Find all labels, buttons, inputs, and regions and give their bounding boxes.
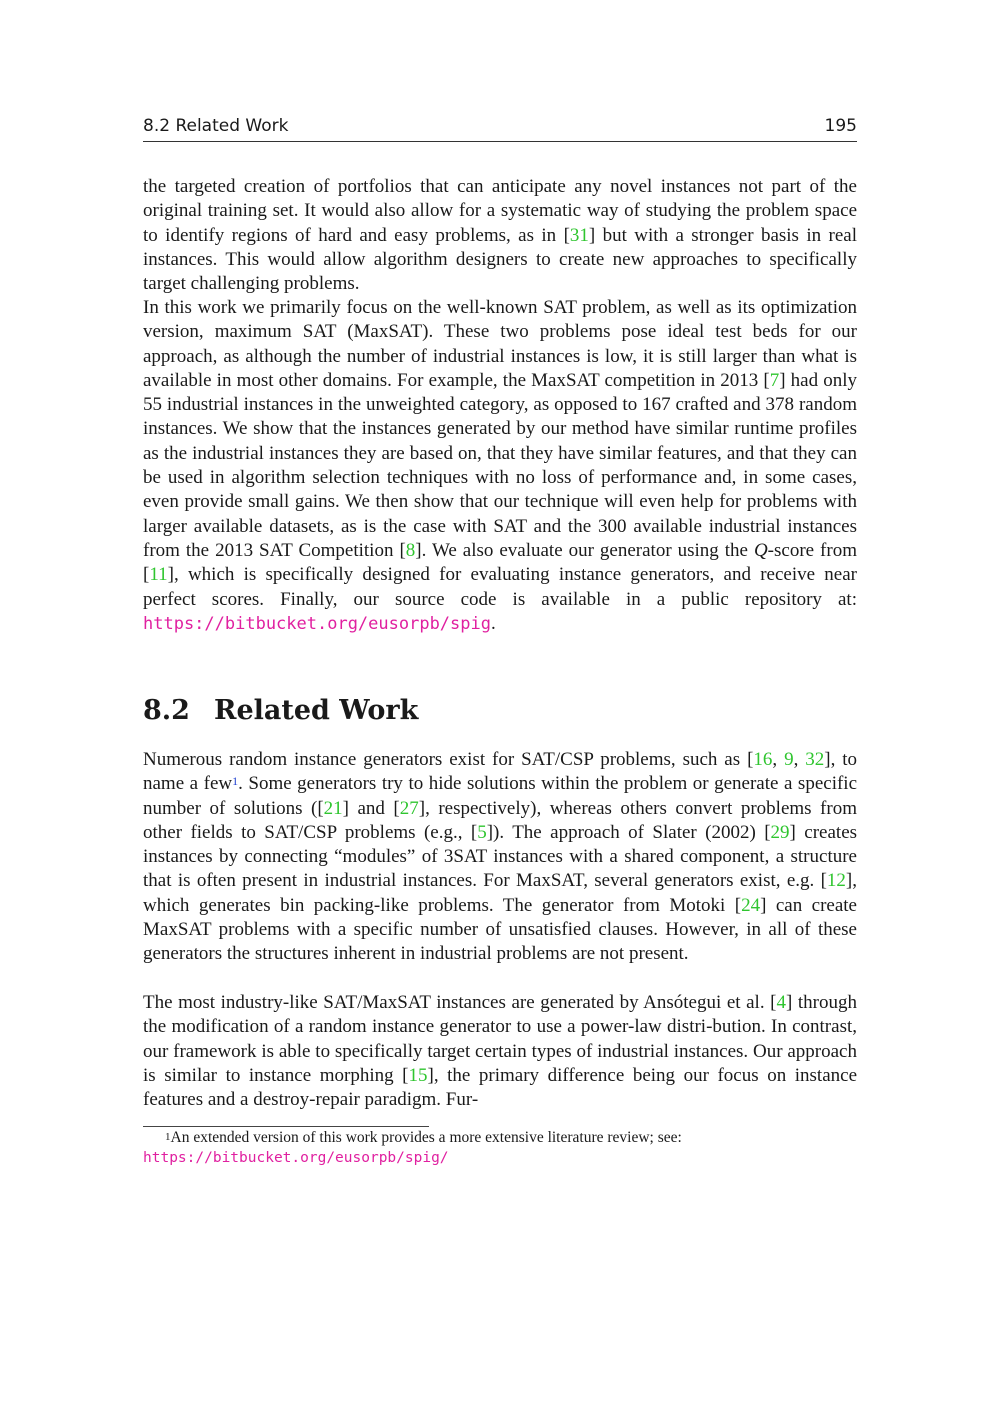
citation-link[interactable]: 4 (776, 992, 786, 1013)
footnote-text: An extended version of this work provides a more extensive literature review; see: (170, 1129, 682, 1146)
citation-link[interactable]: 7 (769, 369, 780, 391)
citation-link[interactable]: 15 (408, 1064, 428, 1086)
citation-link[interactable]: 31 (569, 224, 589, 246)
citation-link[interactable]: 21 (323, 797, 343, 819)
citation-link[interactable]: 32 (805, 749, 825, 770)
running-header (143, 114, 857, 142)
citation-link[interactable]: 16 (753, 749, 773, 770)
section-heading (143, 695, 418, 726)
citation-link[interactable]: 8 (405, 539, 416, 561)
citation-link[interactable]: 9 (784, 749, 794, 770)
section-title: Related Work (214, 695, 419, 726)
paragraph-2: In this work we primarily focus on the well-known SAT problem, as well as its optimization version, maximum SAT (MaxSAT). These two problems pose ideal test beds for our approach, as although the number of industrial instances is low, it is still larger than what is available in most other domains. For example, the MaxSAT competition in 2013 [7] had only 55 industrial instances in the unweighted category, as opposed to 167 crafted and 378 random instances. We show that the instances generated by our method have similar runtime profiles as the industrial instances they are based on, that they have similar features, and that they can be used in algorithm selection techniques with no loss of performance and, in some cases, even provide small gains. We then show that our technique will even help for problems with larger available datasets, as is the case with SAT and the 300 available industrial instances from the 2013 SAT Competition [8]. We also evaluate our generator using the Q-score from [11], which is specifically designed for evaluating instance generators, and receive near perfect scores. Finally, our source code is available in a public repository at: https://bitbucket.org/eusorpb/spig. (143, 297, 857, 634)
page-number: 195 (824, 116, 857, 136)
repository-link[interactable]: https://bitbucket.org/eusorpb/spig (143, 613, 491, 634)
footnote (143, 1128, 857, 1168)
footnote-divider (143, 1126, 429, 1127)
footnote-marker[interactable]: 1 (232, 774, 239, 789)
paragraph-4: The most industry-like SAT/MaxSAT instances are generated by Ansótegui et al. [4] through the modification of a random instance generator to use a power-law distri-bution. In contrast, our framework is able to specifically target certain types of industrial instances. Our approach is similar to instance morphing [15], the primary difference being our focus on instance features and a destroy-repair paradigm. Fur- (143, 992, 858, 1111)
citation-link[interactable]: 29 (770, 821, 790, 843)
q-symbol: Q (753, 539, 768, 561)
citation-link[interactable]: 24 (741, 894, 761, 916)
footnote-link[interactable]: https://bitbucket.org/eusorpb/spig/ (143, 1150, 449, 1166)
running-header-title: 8.2 Related Work (143, 116, 289, 136)
footnote-number: 1 (165, 1131, 171, 1143)
citation-link[interactable]: 12 (826, 870, 846, 892)
citation-link[interactable]: 5 (477, 821, 487, 843)
section-number: 8.2 (143, 695, 190, 726)
citation-link[interactable]: 11 (149, 564, 168, 586)
paragraph-3: Numerous random instance generators exist for SAT/CSP problems, such as [16, 9, 32], to name a few$^1$. Some generators try to hide solutions within the problem or generate a specific number of solutions ([21] and [27], respectively), whereas others convert problems from other fields to SAT/CSP problems (e.g., [5]). The approach of Slater (2002) [29] creates instances by connecting “modules” of 3SAT instances with a shared component, a structure that is often present in industrial instances. For MaxSAT, several generators exist, e.g. [12], which generates bin packing-like problems. The generator from Motoki [24] can create MaxSAT problems with a specific number of unsatisfied clauses. However, in all of these generators the structures inherent in industrial problems are not present. (143, 749, 858, 965)
paragraph-1: the targeted creation of portfolios that can anticipate any novel instances not part of the original training set. It would also allow for a systematic way of studying the problem space to identify regions of hard and easy problems, as in [31] but with a stronger basis in real instances. This would allow algorithm designers to create new approaches to specifically target challenging problems. (143, 176, 857, 295)
citation-link[interactable]: 27 (399, 797, 419, 819)
